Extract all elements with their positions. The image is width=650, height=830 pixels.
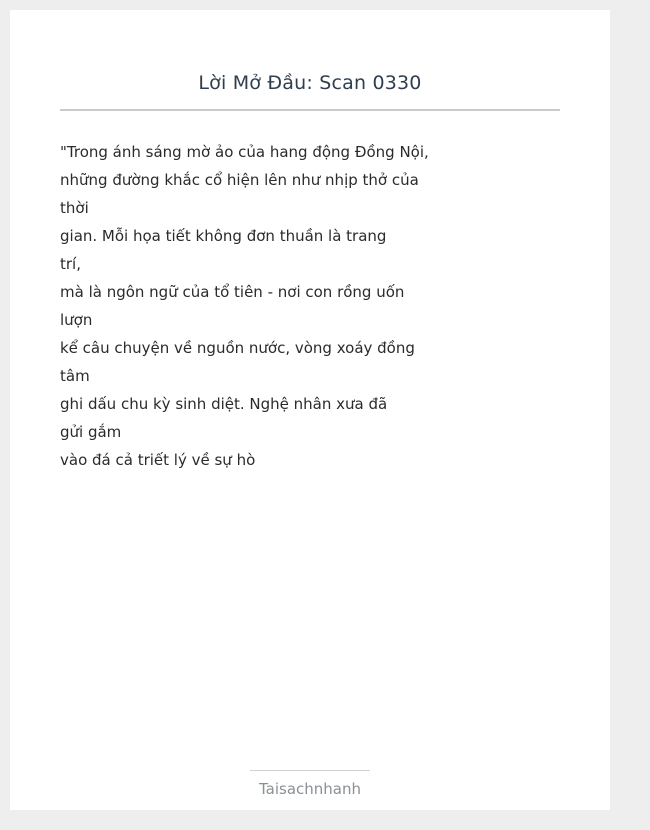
title-divider — [60, 109, 560, 111]
body-line: "Trong ánh sáng mờ ảo của hang động Đồng Nội, — [60, 143, 429, 161]
body-line: mà là ngôn ngữ của tổ tiên - nơi con rồng uốn — [60, 283, 405, 301]
body-line: tâm — [60, 367, 90, 385]
body-line: kể câu chuyện về nguồn nước, vòng xoáy đồng — [60, 339, 415, 357]
body-line: lượn — [60, 311, 93, 329]
body-text — [60, 138, 440, 474]
body-line: vào đá cả triết lý về sự hò — [60, 451, 256, 469]
document-page — [10, 10, 610, 810]
body-line: gửi gắm — [60, 423, 122, 441]
footer-source: Taisachnhanh — [258, 780, 362, 798]
body-line: trí, — [60, 255, 81, 273]
footer-divider — [250, 770, 370, 771]
body-line: thời — [60, 199, 89, 217]
body-line: những đường khắc cổ hiện lên như nhịp thở của — [60, 171, 419, 189]
body-line: ghi dấu chu kỳ sinh diệt. Nghệ nhân xưa đã — [60, 395, 388, 413]
body-line: gian. Mỗi họa tiết không đơn thuần là trang — [60, 227, 387, 245]
page-title: Lời Mở Đầu: Scan 0330 — [198, 72, 422, 94]
